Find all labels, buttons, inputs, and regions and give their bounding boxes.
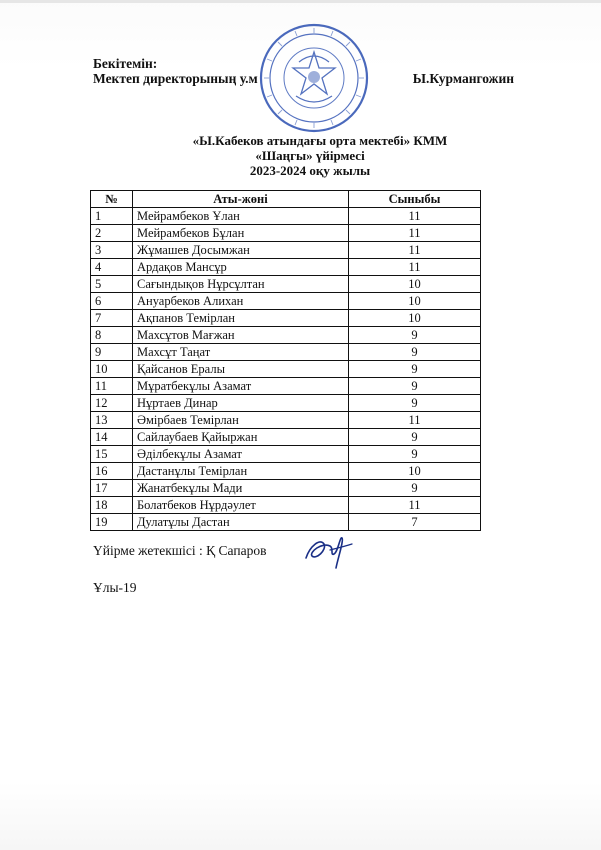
table-header-row — [91, 191, 481, 208]
student-name: Махсұт Таңат — [133, 344, 349, 361]
student-name: Нұртаев Динар — [133, 395, 349, 412]
student-grade: 9 — [349, 480, 481, 497]
table-row — [91, 497, 481, 514]
table-row — [91, 463, 481, 480]
student-grade: 7 — [349, 514, 481, 531]
student-grade: 11 — [349, 412, 481, 429]
row-number: 8 — [91, 327, 133, 344]
student-grade: 9 — [349, 429, 481, 446]
table-row — [91, 361, 481, 378]
table-row — [91, 412, 481, 429]
student-grade: 10 — [349, 463, 481, 480]
approval-title: Бекітемін: — [93, 56, 158, 71]
row-number: 7 — [91, 310, 133, 327]
table-row — [91, 344, 481, 361]
row-number: 12 — [91, 395, 133, 412]
scan-edge — [0, 0, 601, 3]
student-name: Мейрамбеков Ұлан — [133, 208, 349, 225]
column-header-grade: Сыныбы — [349, 191, 481, 208]
row-number: 6 — [91, 293, 133, 310]
student-grade: 9 — [349, 378, 481, 395]
student-grade: 11 — [349, 225, 481, 242]
student-name: Жанатбекұлы Мади — [133, 480, 349, 497]
row-number: 15 — [91, 446, 133, 463]
student-name: Әділбекұлы Азамат — [133, 446, 349, 463]
official-seal-icon — [258, 22, 370, 134]
student-grade: 9 — [349, 361, 481, 378]
table-row — [91, 446, 481, 463]
row-number: 3 — [91, 242, 133, 259]
row-number: 16 — [91, 463, 133, 480]
student-name: Жұмашев Досымжан — [133, 242, 349, 259]
student-grade: 10 — [349, 293, 481, 310]
student-grade: 11 — [349, 208, 481, 225]
student-grade: 11 — [349, 259, 481, 276]
table-row — [91, 378, 481, 395]
table-row — [91, 242, 481, 259]
row-number: 1 — [91, 208, 133, 225]
academic-year: 2023-2024 оқу жылы — [249, 163, 371, 178]
leader-label: Үйірме жетекшісі : — [93, 543, 203, 558]
row-number: 5 — [91, 276, 133, 293]
table-row — [91, 259, 481, 276]
table-row — [91, 429, 481, 446]
student-grade: 10 — [349, 276, 481, 293]
table-row — [91, 310, 481, 327]
student-name: Ардақов Мансұр — [133, 259, 349, 276]
row-number: 10 — [91, 361, 133, 378]
student-grade: 9 — [349, 327, 481, 344]
student-grade: 11 — [349, 242, 481, 259]
student-name: Сағындықов Нұрсұлтан — [133, 276, 349, 293]
student-name: Болатбеков Нұрдәулет — [133, 497, 349, 514]
table-body — [91, 208, 481, 531]
student-grade: 9 — [349, 446, 481, 463]
column-header-name: Аты-жөні — [133, 191, 349, 208]
student-grade: 9 — [349, 395, 481, 412]
student-name: Сайлаубаев Қайыржан — [133, 429, 349, 446]
table-row — [91, 327, 481, 344]
table-row — [91, 276, 481, 293]
student-name: Мейрамбеков Бұлан — [133, 225, 349, 242]
approval-director-name: Ы.Курмангожин — [412, 71, 515, 86]
row-number: 19 — [91, 514, 133, 531]
column-header-number: № — [91, 191, 133, 208]
student-name: Дулатұлы Дастан — [133, 514, 349, 531]
table-row — [91, 293, 481, 310]
student-name: Ануарбеков Алихан — [133, 293, 349, 310]
student-grade: 9 — [349, 344, 481, 361]
row-number: 11 — [91, 378, 133, 395]
row-number: 18 — [91, 497, 133, 514]
row-number: 9 — [91, 344, 133, 361]
table-row — [91, 395, 481, 412]
club-leader — [93, 543, 266, 559]
club-name: «Шаңгы» үйірмесі — [255, 148, 365, 163]
student-name: Махсұтов Мағжан — [133, 327, 349, 344]
table-row — [91, 514, 481, 531]
table-row — [91, 480, 481, 497]
row-number: 17 — [91, 480, 133, 497]
row-number: 13 — [91, 412, 133, 429]
student-name: Ақпанов Темірлан — [133, 310, 349, 327]
handwritten-signature-icon — [300, 528, 356, 572]
student-grade: 10 — [349, 310, 481, 327]
student-name: Әмірбаев Темірлан — [133, 412, 349, 429]
student-name: Мұратбекұлы Азамат — [133, 378, 349, 395]
leader-name: Қ Сапаров — [206, 543, 267, 558]
approval-director-role: Мектеп директорының у.м — [93, 71, 258, 86]
student-name: Дастанұлы Темірлан — [133, 463, 349, 480]
student-count: Ұлы-19 — [93, 580, 137, 595]
student-grade: 11 — [349, 497, 481, 514]
row-number: 14 — [91, 429, 133, 446]
student-name: Қайсанов Ералы — [133, 361, 349, 378]
student-table — [90, 190, 481, 531]
row-number: 4 — [91, 259, 133, 276]
row-number: 2 — [91, 225, 133, 242]
table-row — [91, 208, 481, 225]
school-name: «Ы.Кабеков атындағы орта мектебі» КММ — [192, 133, 448, 148]
table-row — [91, 225, 481, 242]
